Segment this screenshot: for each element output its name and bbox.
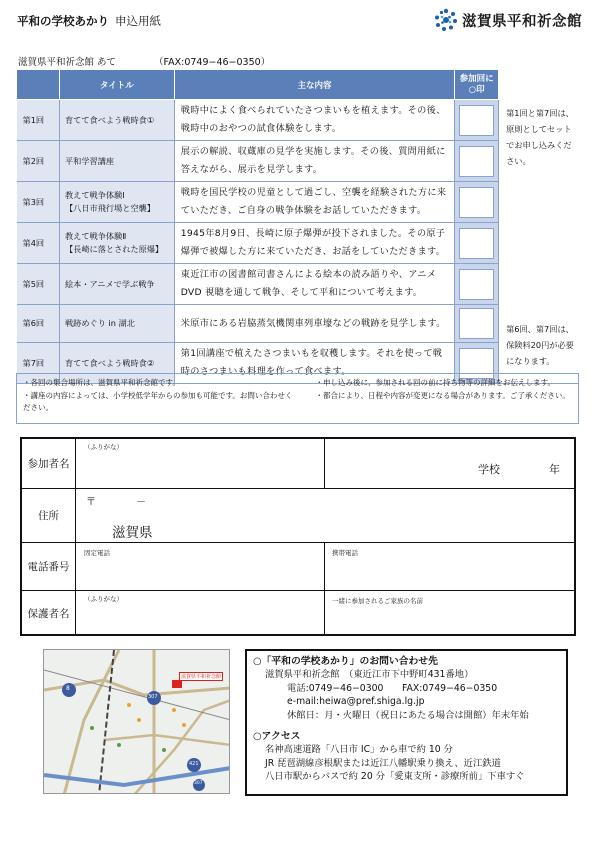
mobile-label: 携帯電話 — [332, 549, 358, 557]
fax-number: （FAX:0749−46−0350） — [154, 57, 271, 68]
guardian-name-field[interactable] — [77, 603, 323, 635]
family-field[interactable] — [325, 605, 575, 635]
prefecture: 滋賀県 — [112, 525, 153, 541]
grade-label: 年 — [549, 463, 560, 476]
participation-checkbox[interactable] — [459, 269, 494, 300]
access-train: JR 琵琶湖線彦根駅または近江八幡駅乗り換え、近江鉄道 — [265, 757, 501, 769]
table-row — [17, 141, 579, 182]
furigana-label: （ふりがな） — [84, 443, 123, 451]
session-number: 第7回 — [17, 343, 60, 384]
header-content: 主な内容 — [174, 70, 454, 100]
note-meeting-place: ・各回の集合場所は、滋賀県平和祈念館です。 — [23, 378, 180, 387]
check-cell — [455, 182, 499, 223]
notes-box — [16, 373, 579, 424]
session-title-sub: 【長崎に落とされた原爆】 — [64, 244, 164, 254]
page-title — [17, 13, 161, 29]
route-307-label: 307 — [148, 694, 158, 700]
check-cell — [455, 141, 499, 182]
session-content: 米原市にある岩脇蒸気機関車列車壕などの戦跡を見学します。 — [174, 305, 454, 343]
phone-label: 電話番号 — [22, 543, 76, 590]
note-cell: 第6回、第7回は、保険料20円が必要になります。 — [499, 264, 579, 384]
session-title: 育てて食べよう戦時食② — [59, 343, 174, 384]
access-car: 名神高速道路「八日市 IC」から車で約 10 分 — [265, 744, 453, 756]
session-title-sub: 【八日市飛行場と空襲】 — [64, 203, 156, 213]
contact-heading: ○「平和の学校あかり」のお問い合わせ先 — [253, 656, 438, 667]
table-row — [17, 223, 579, 264]
session-content: 戦時を国民学校の児童として過ごし、空襲を経験された方に来ていただき、ご自身の戦争体験をお話していただきます。 — [174, 182, 454, 223]
participation-checkbox[interactable] — [459, 187, 494, 218]
postal-code: 〒 － — [86, 497, 146, 508]
note-details: ・申し込み後に、参加される回の前に持ち物等の詳細をお伝えします。 — [315, 378, 555, 387]
header-title: タイトル — [59, 70, 174, 100]
header-check: 参加回に ○印 — [455, 70, 499, 100]
session-number: 第3回 — [17, 182, 60, 223]
check-cell — [455, 223, 499, 264]
route-8-label: 8 — [66, 685, 70, 692]
participant-row — [22, 439, 574, 489]
mobile-field[interactable] — [325, 557, 575, 589]
address-label: 住所 — [22, 489, 76, 542]
program-title: 平和の学校あかり — [17, 14, 109, 28]
session-content: 1945年8月9日、長崎に原子爆弾が投下されました。その原子爆弾で被爆した方に来ていただき、お話をしていただきます。 — [174, 223, 454, 264]
note-changes: ・都合により、日程や内容が変更になる場合があります。ご了承ください。 — [315, 390, 570, 400]
session-title — [59, 223, 174, 264]
landline-field[interactable] — [77, 557, 323, 589]
contact-box — [245, 649, 568, 796]
session-content: 第1回講座で植えたさつまいもを収穫します。それを使って戦時のさつまいも料理を作って食べます。 — [174, 343, 454, 384]
route-421-label: 421 — [189, 761, 199, 767]
session-number: 第1回 — [17, 100, 60, 141]
route-307-label-2: 307 — [194, 781, 203, 786]
contact-org — [253, 668, 560, 681]
contact-email[interactable]: e-mail:heiwa@pref.shiga.lg.jp — [287, 696, 425, 708]
logo-dots-icon — [434, 8, 458, 32]
school-field[interactable] — [325, 439, 575, 487]
note-age: ・講座の内容によっては、小学校低学年からの参加も可能です。お問い合わせください。 — [23, 390, 293, 412]
notes-left — [23, 377, 298, 420]
closed-days: 休館日：月・火曜日（祝日にあたる場合は開館）年末年始 — [287, 709, 529, 721]
notes-right — [298, 377, 573, 420]
check-cell — [455, 100, 499, 141]
addressee: 滋賀県平和祈念館 あて — [18, 57, 117, 68]
table-row — [17, 182, 579, 223]
address-field[interactable] — [172, 509, 572, 541]
session-title-main: 教えて戦争体験Ⅰ — [64, 190, 125, 200]
furigana-label: （ふりがな） — [84, 595, 123, 603]
family-label: 一緒に参加されるご家族の名前 — [332, 597, 423, 605]
session-title — [59, 182, 174, 223]
participant-name-field[interactable] — [77, 451, 323, 487]
schedule-table — [16, 69, 579, 384]
guardian-label: 保護者名 — [22, 591, 76, 636]
session-title-main: 教えて戦争体験Ⅱ — [64, 231, 127, 241]
participation-checkbox[interactable] — [459, 308, 494, 339]
museum-logo — [434, 8, 582, 32]
address-row — [22, 489, 574, 543]
header-note — [499, 70, 579, 100]
org-address: （東近江市下中野町431番地） — [348, 669, 474, 681]
participant-label: 参加者名 — [22, 439, 76, 488]
note-cell: 第1回と第7回は、原則としてセットでお申し込みください。 — [499, 100, 579, 264]
session-number: 第4回 — [17, 223, 60, 264]
access-map — [43, 649, 230, 794]
session-content: 東近江市の図書館司書さんによる絵本の読み語りや、アニメDVD 視聴を通して戦争、そして平和について考えます。 — [174, 264, 454, 305]
org-name: 滋賀県平和祈念館 — [265, 669, 340, 681]
session-title: 育てて食べよう戦時食① — [59, 100, 174, 141]
header-no — [17, 70, 60, 100]
session-title: 絵本・アニメで学ぶ戦争 — [59, 264, 174, 305]
landline-label: 固定電話 — [84, 549, 110, 557]
session-title: 平和学習講座 — [59, 141, 174, 182]
participation-checkbox[interactable] — [459, 228, 494, 259]
session-content: 展示の解説、収蔵庫の見学を実施します。その後、質問用紙に答えながら、展示を見学します。 — [174, 141, 454, 182]
map-label-kinenkan: 滋賀県平和祈念館 — [181, 674, 222, 680]
session-number: 第2回 — [17, 141, 60, 182]
contact-phone: 電話:0749−46−0300 FAX:0749−46−0350 — [287, 682, 498, 694]
check-cell — [455, 264, 499, 305]
application-form — [20, 437, 576, 636]
table-row — [17, 264, 579, 305]
session-number: 第6回 — [17, 305, 60, 343]
form-subtitle: 申込用紙 — [115, 14, 161, 28]
session-number: 第5回 — [17, 264, 60, 305]
session-content: 戦時中によく食べられていたさつまいもを植えます。その後、戦時中のおやつの試食体験をします。 — [174, 100, 454, 141]
access-heading: ○アクセス — [253, 731, 301, 743]
guardian-row — [22, 591, 574, 636]
session-title: 戦跡めぐり in 湖北 — [59, 305, 174, 343]
participation-checkbox[interactable] — [459, 105, 494, 136]
table-row — [17, 100, 579, 141]
table-row — [17, 305, 579, 343]
logo-text: 滋賀県平和祈念館 — [462, 13, 582, 30]
addressee-line — [18, 54, 270, 68]
school-label: 学校 — [478, 463, 500, 476]
participation-checkbox[interactable] — [459, 146, 494, 177]
phone-row — [22, 543, 574, 591]
check-cell — [455, 305, 499, 343]
access-bus: 八日市駅からバスで約 20 分「愛東支所・診療所前」下車すぐ — [265, 771, 525, 783]
table-header-row — [17, 70, 579, 100]
